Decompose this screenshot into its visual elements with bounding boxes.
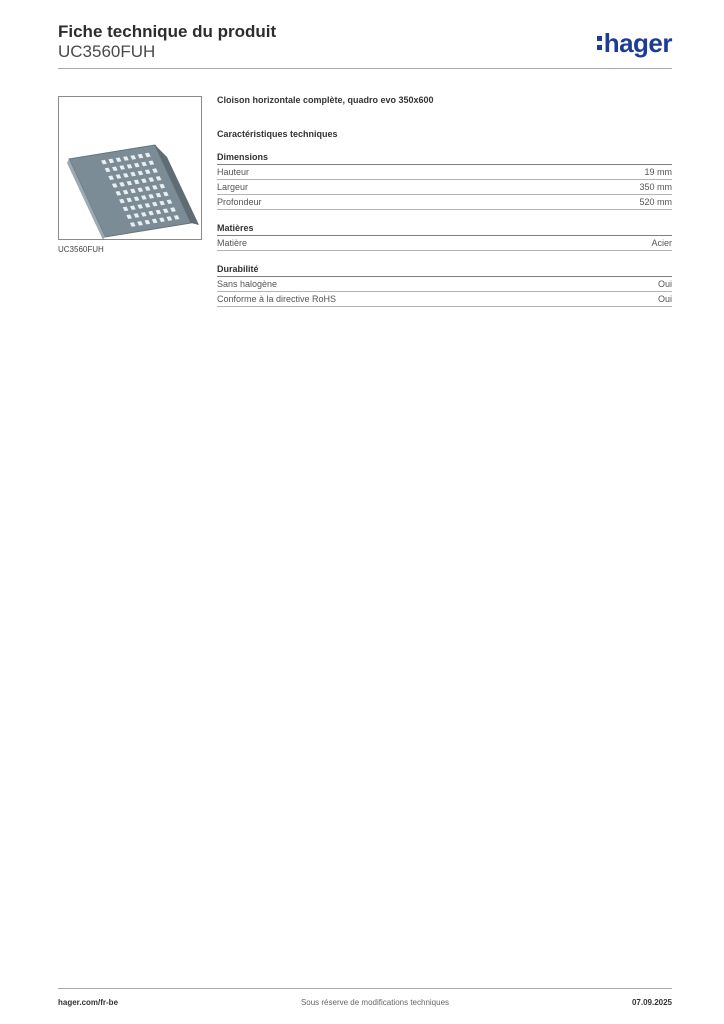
footer-website-link[interactable]: hager.com/fr-be bbox=[58, 998, 119, 1007]
spec-group-dimensions bbox=[217, 152, 672, 210]
spec-value: 520 mm bbox=[639, 197, 672, 207]
spec-row bbox=[217, 165, 672, 180]
group-title: Durabilité bbox=[217, 264, 672, 277]
product-reference: UC3560FUH bbox=[58, 42, 156, 61]
spec-row bbox=[217, 292, 672, 307]
spec-label: Hauteur bbox=[217, 167, 250, 177]
hager-logo bbox=[597, 26, 672, 60]
spec-group-durability bbox=[217, 264, 672, 307]
spec-value: Oui bbox=[657, 279, 672, 289]
product-image bbox=[58, 96, 202, 240]
footer-date: 07.09.2025 bbox=[631, 998, 672, 1007]
image-caption: UC3560FUH bbox=[58, 245, 104, 254]
spec-row bbox=[217, 195, 672, 210]
page-footer bbox=[58, 998, 672, 1007]
spec-label: Profondeur bbox=[217, 197, 262, 207]
group-title: Matières bbox=[217, 223, 672, 236]
spec-group-materials bbox=[217, 223, 672, 251]
product-description: Cloison horizontale complète, quadro evo 350x600 bbox=[217, 95, 434, 105]
spec-label: Largeur bbox=[217, 182, 249, 192]
spec-label: Sans halogène bbox=[217, 279, 278, 289]
footer-notice: Sous réserve de modifications techniques bbox=[300, 998, 450, 1007]
spec-row bbox=[217, 236, 672, 251]
spec-value: 19 mm bbox=[644, 167, 672, 177]
logo-dots-icon bbox=[597, 34, 602, 52]
page-title: Fiche technique du produit bbox=[58, 22, 277, 41]
group-title: Dimensions bbox=[217, 152, 672, 165]
spec-label: Conforme à la directive RoHS bbox=[217, 294, 337, 304]
logo-text: hager bbox=[603, 28, 672, 58]
section-title: Caractéristiques techniques bbox=[217, 129, 338, 139]
footer-divider bbox=[58, 988, 672, 989]
header-divider bbox=[58, 68, 672, 69]
perforated-shelf-icon bbox=[59, 97, 201, 239]
page-header bbox=[58, 22, 276, 62]
spec-value: 350 mm bbox=[639, 182, 672, 192]
spec-value: Acier bbox=[651, 238, 672, 248]
specifications bbox=[217, 95, 672, 320]
spec-row bbox=[217, 277, 672, 292]
spec-value: Oui bbox=[657, 294, 672, 304]
spec-label: Matière bbox=[217, 238, 248, 248]
spec-row bbox=[217, 180, 672, 195]
